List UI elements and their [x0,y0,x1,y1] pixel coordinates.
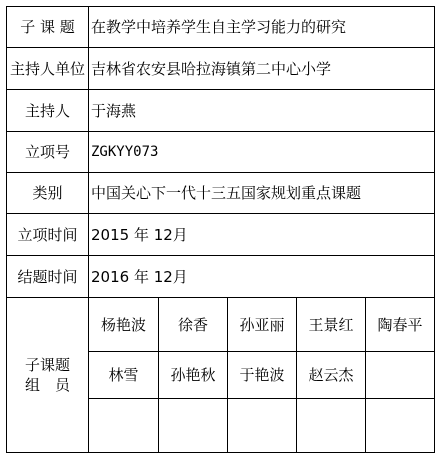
member-cell: 林雪 [108,366,139,384]
member-cell: 赵云杰 [308,366,354,384]
subproject-label: 子 课 题 [20,18,75,36]
host-value: 于海燕 [91,101,137,120]
member-cell: 徐香 [177,315,208,334]
member-cell [228,399,296,452]
members-label-line1: 子课题 [24,356,70,374]
host-label: 主持人 [24,101,70,120]
member-cell: 孙亚丽 [239,315,285,334]
table-border-bottom [6,452,435,453]
member-cell: 王景红 [308,315,354,334]
subproject-title: 在教学中培养学生自主学习能力的研究 [91,18,347,36]
host-unit-value: 吉林省农安县哈拉海镇第二中心小学 [91,59,332,78]
member-cell: 陶春平 [377,315,423,334]
members-label [7,298,88,452]
host-unit-label: 主持人单位 [9,59,85,78]
completion-date-value: 2016 年 12月 [91,267,188,286]
approval-date-label: 立项时间 [17,225,78,244]
members-label-line2: 组 员 [24,376,70,394]
member-cell [366,352,434,398]
member-cell: 杨艳波 [100,315,146,334]
approval-date-value: 2015 年 12月 [91,225,188,244]
member-cell [366,399,434,452]
project-number-label: 立项号 [24,143,70,161]
member-cell [159,399,227,452]
table-border-right [434,6,435,453]
completion-date-label: 结题时间 [17,267,78,286]
category-value: 中国关心下一代十三五国家规划重点课题 [91,184,362,202]
category-label: 类别 [32,184,63,202]
member-cell [89,399,158,452]
project-number-value: ZGKYY073 [91,144,159,160]
member-cell [297,399,365,452]
member-cell: 孙艳秋 [170,366,216,384]
member-cell: 于艳波 [239,366,285,384]
